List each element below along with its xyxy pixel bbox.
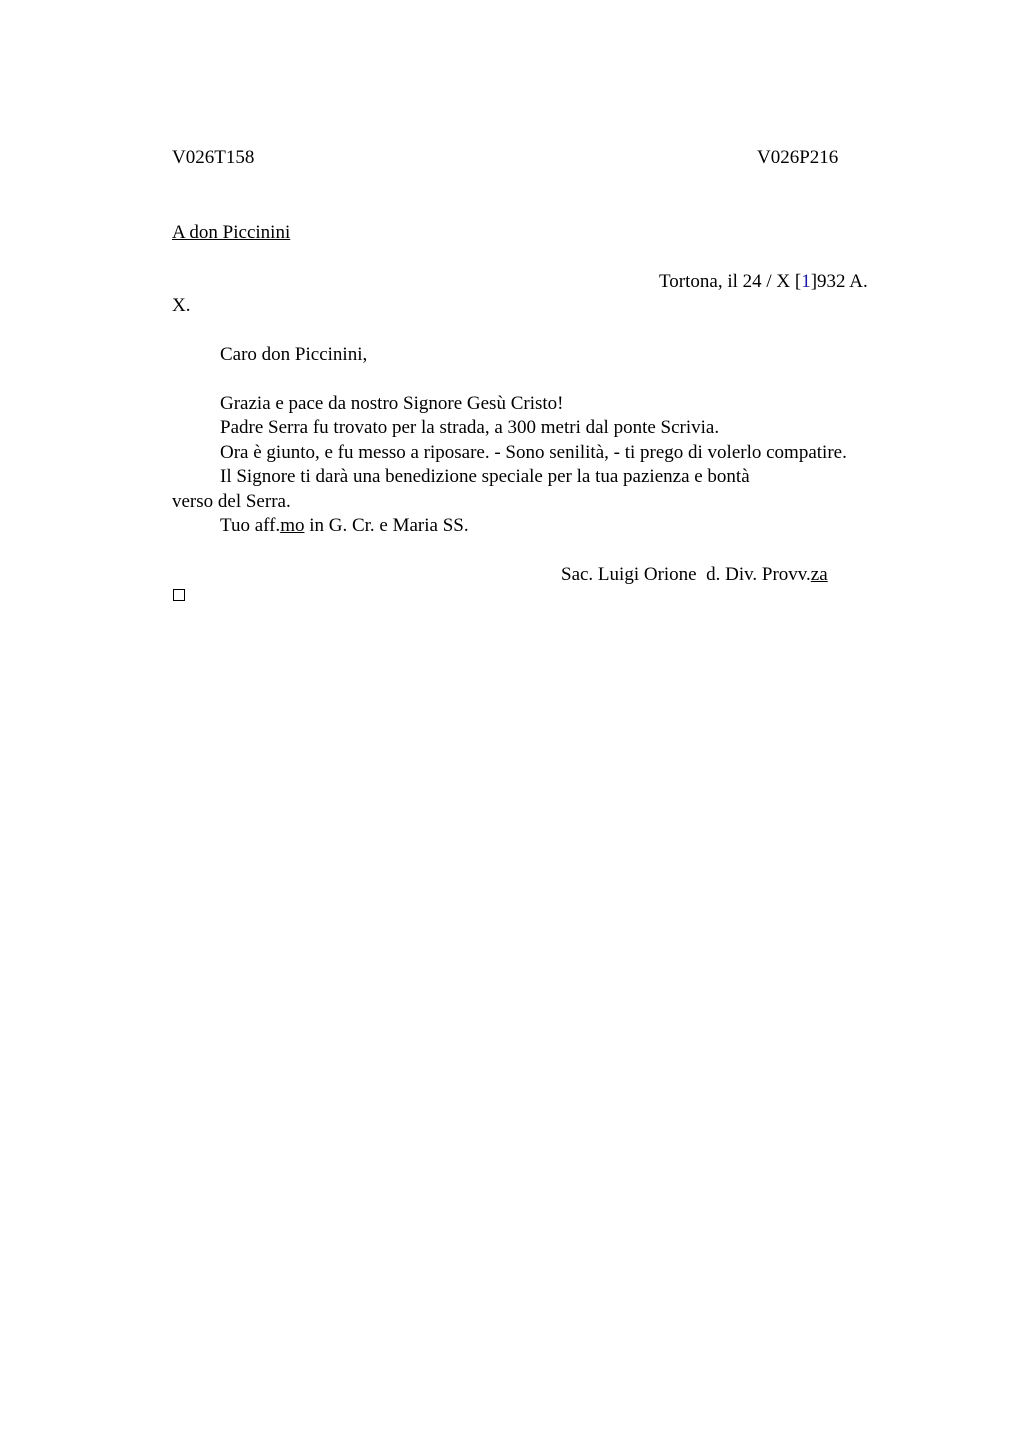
checkbox-square-icon: [173, 589, 185, 601]
recipient-heading: A don Piccinini: [172, 222, 291, 243]
body-line-1: Grazia e pace da nostro Signore Gesù Cristo!: [220, 393, 564, 414]
body-line-3: Ora è giunto, e fu messo a riposare. - Sono senilità, - ti prego di volerlo compatire.: [220, 442, 847, 463]
dateline-wrap: X.: [172, 295, 191, 316]
closing-suffix: in G. Cr. e Maria SS.: [304, 515, 469, 536]
closing-prefix: Tuo aff.: [220, 515, 281, 536]
signature-text: Sac. Luigi Orione d. Div. Provv.: [561, 564, 811, 585]
document-code-right: V026P216: [757, 147, 839, 168]
dateline-start: Tortona, il 24 / X [: [659, 271, 802, 292]
body-line-4: Il Signore ti darà una benedizione speciale per la tua pazienza e bontà: [220, 466, 750, 487]
body-line-2: Padre Serra fu trovato per la strada, a 300 metri dal ponte Scrivia.: [220, 417, 720, 438]
salutation: Caro don Piccinini,: [220, 344, 368, 365]
dateline: [659, 270, 868, 294]
closing-superscript: mo: [280, 515, 305, 536]
signature-abbrev: za: [810, 564, 828, 585]
document-code-left: V026T158: [172, 147, 255, 168]
dateline-end: ]932 A.: [810, 271, 868, 292]
signature: [561, 563, 828, 587]
body-line-5: verso del Serra.: [172, 491, 291, 512]
closing-line: [220, 514, 469, 538]
dateline-bracket-digit: 1: [801, 271, 811, 292]
